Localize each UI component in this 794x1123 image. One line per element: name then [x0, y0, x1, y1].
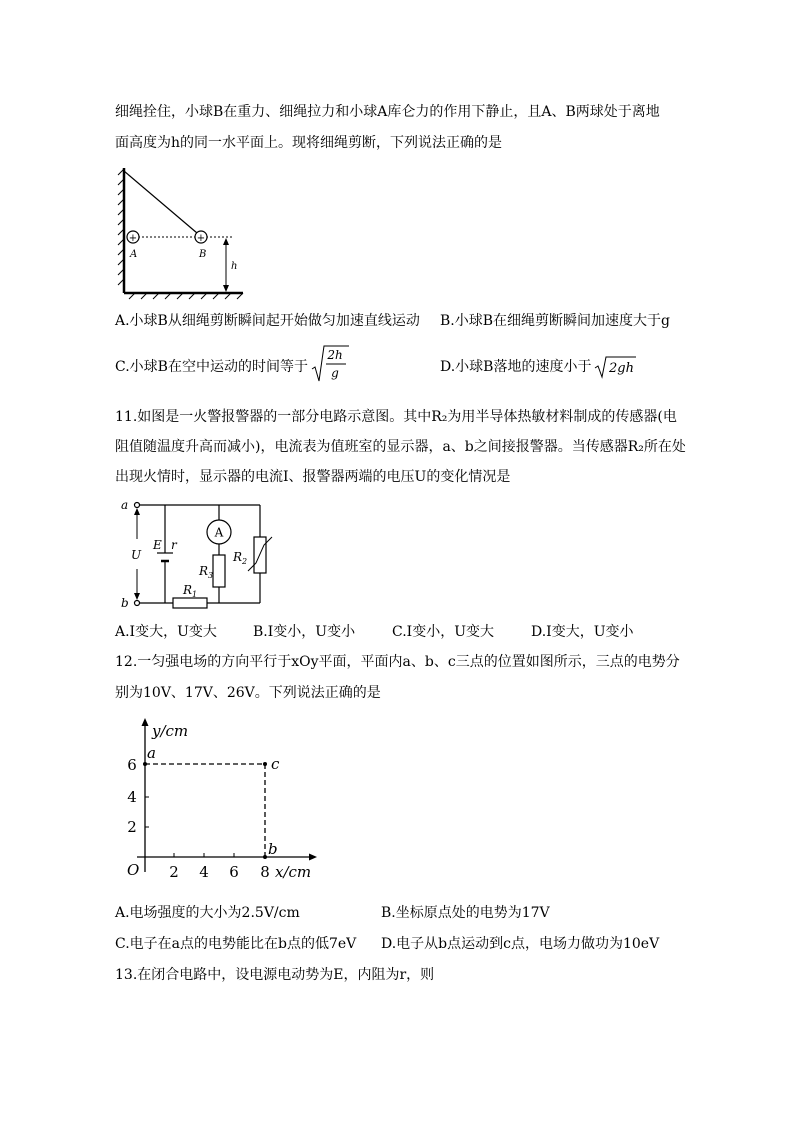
- resistor-r3: [213, 555, 225, 587]
- q11-text-line-3: 出现火情时，显示器的电流I、报警器两端的电压U的变化情况是: [115, 469, 511, 485]
- q10-option-c-formula: [311, 343, 351, 385]
- svg-text:2h: 2h: [327, 348, 343, 362]
- q10-text-line-2: 面高度为h的同一水平面上。现将细绳剪断，下列说法正确的是: [115, 135, 503, 151]
- label-b: B: [199, 249, 207, 260]
- label-a: A: [130, 249, 138, 260]
- q11-text-line-2: 阻值随温度升高而减小)，电流表为值班室的显示器，a、b之间接报警器。当传感器R₂所在处: [115, 439, 686, 455]
- charge-b-sign: +: [196, 233, 206, 244]
- label-e: E: [153, 538, 162, 552]
- x-tick-2: 2: [169, 863, 179, 881]
- q11-option-d[interactable]: D.I变大，U变小: [531, 624, 634, 640]
- q11-text-line-1: 11.如图是一火警报警器的一部分电路示意图。其中R₂为用半导体热敏材料制成的传感器(电: [115, 409, 677, 425]
- label-r: r: [171, 538, 177, 552]
- q11-circuit-diagram: [115, 495, 280, 615]
- y-tick-4: 4: [127, 788, 137, 806]
- q11-option-a[interactable]: A.I变大，U变大: [115, 624, 217, 640]
- q10-option-c[interactable]: C.小球B在空中运动的时间等于: [115, 359, 308, 375]
- charge-a-sign: +: [128, 233, 138, 244]
- q10-option-d-formula: [594, 354, 638, 380]
- label-r3: $R_3$: [199, 564, 214, 580]
- y-tick-6: 6: [127, 756, 137, 774]
- q12-option-b[interactable]: B.坐标原点处的电势为17V: [381, 905, 550, 921]
- origin-label: O: [127, 861, 140, 879]
- point-a: [143, 762, 147, 766]
- q11-option-b[interactable]: B.I变小，U变小: [253, 624, 356, 640]
- q12-coordinate-figure: [115, 712, 325, 887]
- svg-text:2gh: 2gh: [609, 361, 634, 376]
- x-tick-4: 4: [199, 863, 209, 881]
- point-a-label: a: [147, 744, 156, 762]
- x-tick-8: 8: [260, 863, 270, 881]
- q12-text-line-2: 别为10V、17V、26V。下列说法正确的是: [115, 685, 381, 701]
- q10-figure-charges: [115, 165, 250, 300]
- svg-text:g: g: [331, 366, 339, 380]
- terminal-a: [135, 503, 140, 508]
- x-tick-6: 6: [229, 863, 239, 881]
- y-tick-2: 2: [127, 818, 137, 836]
- label-a: a: [121, 498, 129, 512]
- q12-text-line-1: 12.一匀强电场的方向平行于xOy平面，平面内a、b、c三点的位置如图所示，三点的电势分: [115, 654, 680, 670]
- label-r2: $R_2$: [233, 550, 248, 566]
- resistor-r1: [173, 598, 207, 608]
- x-axis-label: x/cm: [275, 863, 312, 881]
- point-b-label: b: [268, 840, 278, 858]
- label-u: U: [131, 548, 142, 562]
- q12-option-d[interactable]: D.电子从b点运动到c点，电场力做功为10eV: [381, 936, 660, 952]
- q11-option-c[interactable]: C.I变小，U变大: [392, 624, 494, 640]
- point-c-label: c: [271, 755, 280, 773]
- q12-option-a[interactable]: A.电场强度的大小为2.5V/cm: [115, 905, 300, 921]
- q12-option-c[interactable]: C.电子在a点的电势能比在b点的低7eV: [115, 936, 357, 952]
- point-c: [263, 762, 267, 766]
- q10-text-line-1: 细绳拴住，小球B在重力、细绳拉力和小球A库仑力的作用下静止，且A、B两球处于离地: [115, 104, 660, 120]
- label-r1: $R_1$: [183, 583, 198, 599]
- label-b: b: [121, 596, 129, 610]
- q10-option-a[interactable]: A.小球B从细绳剪断瞬间起开始做匀加速直线运动: [115, 313, 420, 329]
- q13-text-line-1: 13.在闭合电路中，设电源电动势为E，内阻为r，则: [115, 967, 435, 983]
- point-b: [263, 855, 267, 859]
- string: [124, 171, 197, 233]
- y-axis-label: y/cm: [152, 722, 189, 740]
- svg-text:A: A: [214, 525, 224, 540]
- label-h: h: [231, 261, 238, 272]
- q10-option-b[interactable]: B.小球B在细绳剪断瞬间加速度大于g: [440, 313, 670, 329]
- terminal-b: [135, 601, 140, 606]
- q10-option-d[interactable]: D.小球B落地的速度小于: [440, 359, 592, 375]
